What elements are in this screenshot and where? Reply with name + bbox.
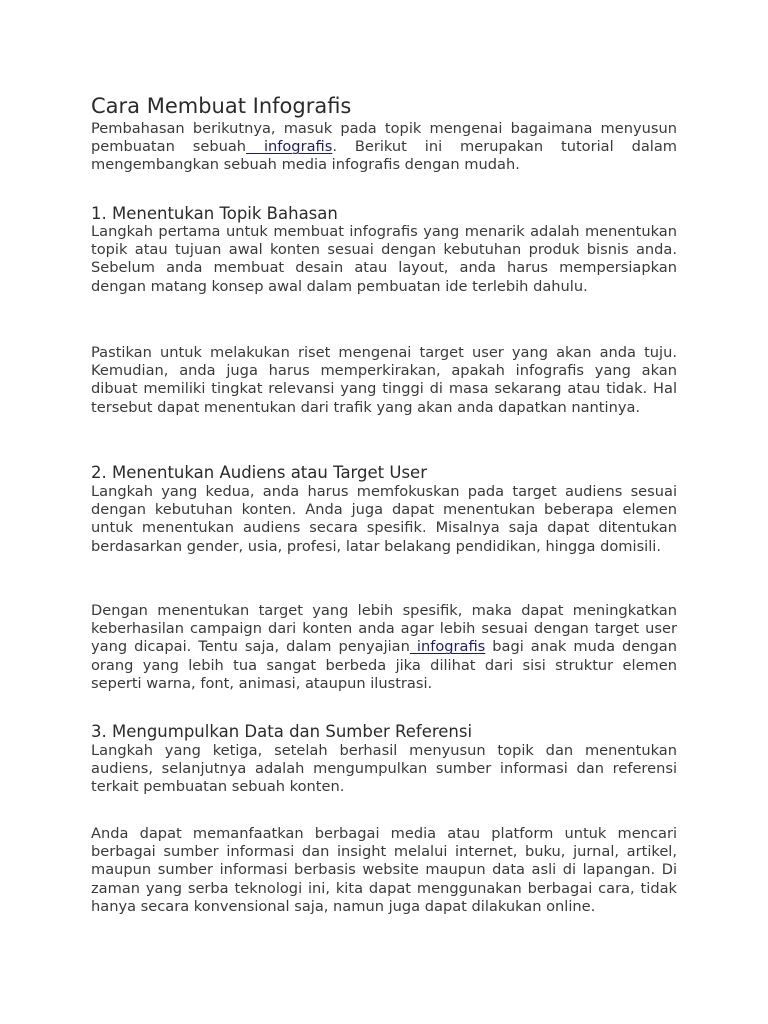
section-1-heading: 1. Menentukan Topik Bahasan [91,204,338,223]
intro-text-after-link: . Berikut ini merupakan tutorial dalam mengembangkan sebuah media infografis dengan mudah. [91,138,677,174]
page-title: Cara Membuat Infografis [91,94,352,118]
section-1-paragraph-2: Pastikan untuk melakukan riset mengenai target user yang akan anda tuju. Kemudian, anda juga harus memperkirakan, apakah infografis yang akan dibuat memiliki tingkat relevansi yang tinggi di masa sekarang atau tidak. Hal tersebut dapat menentukan dari trafik yang akan anda dapatkan nantinya. [91,344,677,416]
section-3-heading: 3. Mengumpulkan Data dan Sumber Referensi [91,722,473,741]
infografis-link-2[interactable]: infografis [409,638,486,656]
intro-text-before-link: Pembahasan berikutnya, masuk pada topik mengenai bagaimana menyusun pembuatan sebuah [91,120,677,156]
intro-paragraph [91,120,677,175]
section-2-paragraph-2 [91,602,677,693]
section-3-paragraph-1: Langkah yang ketiga, setelah berhasil menyusun topik dan menentukan audiens, selanjutnya adalah mengumpulkan sumber informasi dan referensi terkait pembuatan sebuah konten. [91,742,677,796]
section-2-text-before-link: Dengan menentukan target yang lebih spesifik, maka dapat meningkatkan keberhasilan campaign dari konten anda agar lebih sesuai dengan target user yang dicapai. Tentu saja, dalam penyajian [91,602,677,656]
section-2-heading: 2. Menentukan Audiens atau Target User [91,463,427,482]
section-2-text-after-link: bagi anak muda dengan orang yang lebih tua sangat berbeda jika dilihat dari sisi struktur elemen seperti warna, font, animasi, ataupun ilustrasi. [91,638,677,692]
section-2-paragraph-1: Langkah yang kedua, anda harus memfokuskan pada target audiens sesuai dengan kebutuhan konten. Anda juga dapat menentukan beberapa elemen untuk menentukan audiens secara spesifik. Misalnya saja dapat ditentukan berdasarkan gender, usia, profesi, latar belakang pendidikan, hingga domisili. [91,483,677,555]
section-3-paragraph-2: Anda dapat memanfaatkan berbagai media atau platform untuk mencari berbagai sumber informasi dan insight melalui internet, buku, jurnal, artikel, maupun sumber informasi berbasis website maupun data asli di lapangan. Di zaman yang serba teknologi ini, kita dapat menggunakan berbagai cara, tidak hanya secara konvensional saja, namun juga dapat dilakukan online. [91,825,677,915]
section-1-paragraph-1: Langkah pertama untuk membuat infografis yang menarik adalah menentukan topik atau tujuan awal konten sesuai dengan kebutuhan produk bisnis anda. Sebelum anda membuat desain atau layout, anda harus mempersiapkan dengan matang konsep awal dalam pembuatan ide terlebih dahulu. [91,223,677,295]
infografis-link[interactable]: infografis [246,138,333,156]
